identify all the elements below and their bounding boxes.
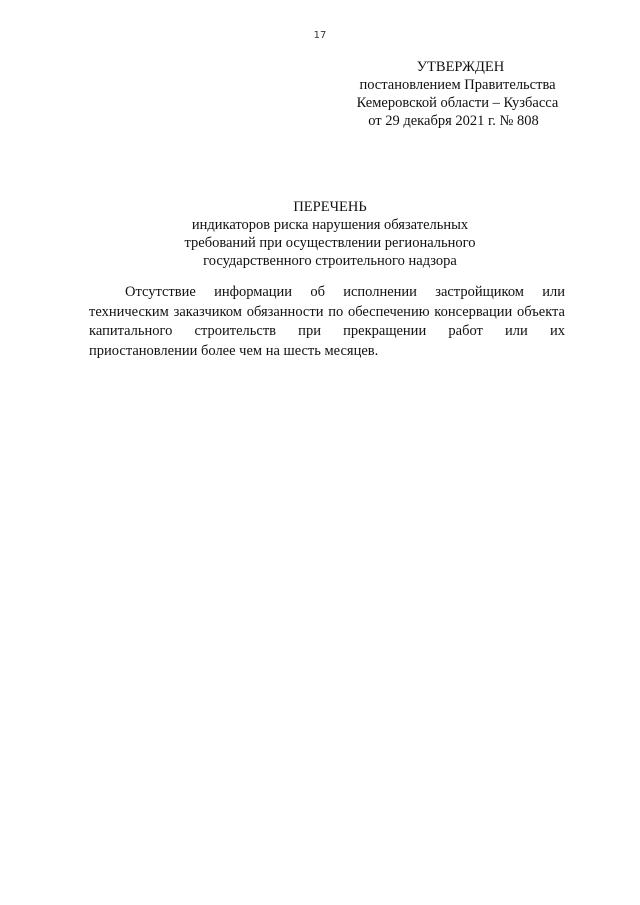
approval-decree: постановлением Правительства (359, 77, 556, 93)
approval-authority: Кемеровской области – Кузбасса (356, 95, 559, 111)
page-number: 17 (313, 30, 327, 41)
title-subtitle-line-1: индикаторов риска нарушения обязательных (191, 217, 469, 233)
approval-block (335, 58, 580, 130)
title-subtitle-line-3: государственного строительного надзора (203, 253, 457, 269)
title-heading: ПЕРЕЧЕНЬ (293, 199, 367, 215)
body-paragraph: Отсутствие информации об исполнении застройщиком или техническим заказчиком обязанности по обеспечению консервации объекта капитального строительств при прекращении работ или их приостановлении более чем на шесть месяцев. (89, 284, 565, 359)
approval-date-number: от 29 декабря 2021 г. № 808 (368, 113, 539, 129)
approval-status: УТВЕРЖДЕН (416, 59, 505, 75)
document-title (130, 198, 530, 270)
title-subtitle-line-2: требований при осуществлении регионального (184, 235, 476, 251)
